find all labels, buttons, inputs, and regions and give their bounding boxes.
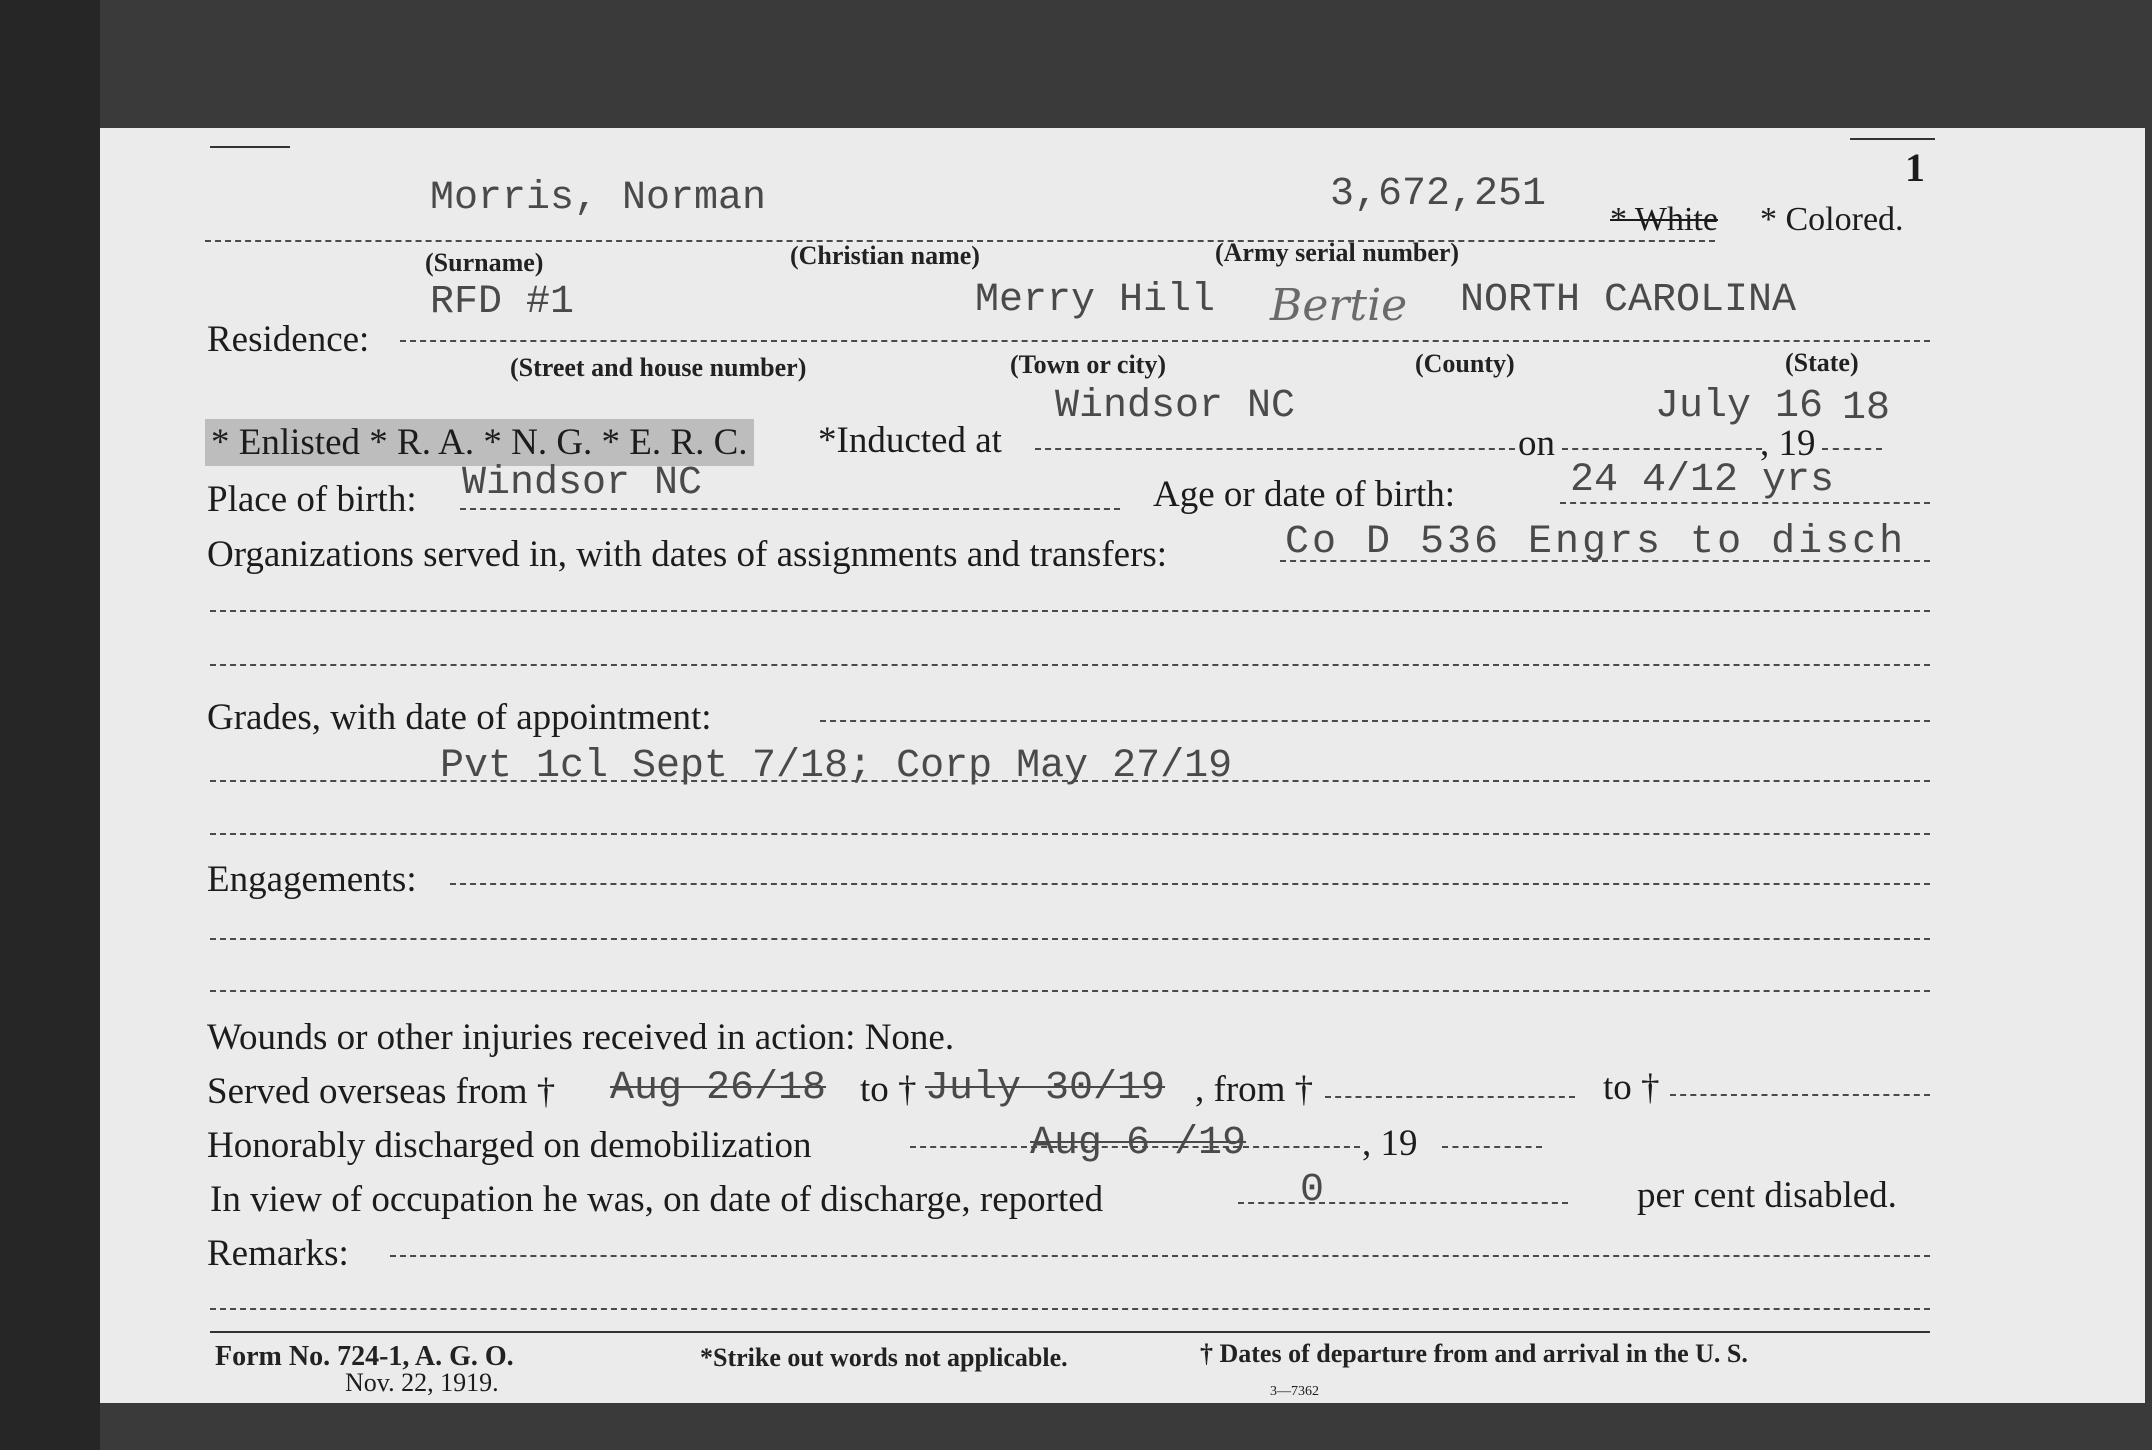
residence-town-value: Merry Hill — [975, 278, 1216, 323]
organizations-line-1 — [1280, 560, 1930, 562]
card-number: 1 — [1905, 145, 1925, 190]
form-date: Nov. 22, 1919. — [345, 1368, 499, 1397]
second-from-line — [1325, 1096, 1575, 1098]
strike-out-note: *Strike out words not applicable. — [700, 1343, 1068, 1372]
top-right-rule — [1850, 138, 1935, 140]
form-number: Form No. 724-1, A. G. O. — [215, 1341, 514, 1372]
remarks-line-1 — [390, 1255, 1930, 1257]
discharged-label: Honorably discharged on demobilization — [207, 1125, 812, 1166]
age-line — [1560, 502, 1930, 504]
wounds-label: Wounds or other injuries received in action: None. — [207, 1017, 955, 1058]
inducted-date-value: July 16 — [1655, 384, 1824, 429]
second-from-label: , from † — [1195, 1069, 1314, 1110]
name-value: Morris, Norman — [430, 176, 767, 221]
discharge-year-prefix: , 19 — [1362, 1123, 1418, 1164]
grades-line-1 — [820, 720, 1930, 722]
occupation-label: In view of occupation he was, on date of discharge, reported — [210, 1179, 1104, 1220]
remarks-line-2 — [210, 1308, 1930, 1310]
organizations-value: Co D 536 Engrs to disch — [1285, 520, 1907, 565]
footer-rule — [210, 1331, 1930, 1333]
grades-value: Pvt 1cl Sept 7/18; Corp May 27/19 — [440, 744, 1233, 789]
inducted-place-value: Windsor NC — [1055, 384, 1296, 429]
engagements-line-3 — [210, 990, 1930, 992]
overseas-from-value: Aug 26/18 — [610, 1066, 827, 1111]
place-of-birth-line — [460, 508, 1120, 510]
discharge-date-value: Aug 6 /19 — [1030, 1121, 1247, 1166]
served-overseas-label: Served overseas from † — [207, 1071, 556, 1112]
surname-caption: (Surname) — [425, 248, 544, 277]
top-left-rule — [210, 146, 290, 148]
organizations-line-2 — [210, 610, 1930, 612]
residence-state-value: NORTH CAROLINA — [1460, 278, 1797, 323]
place-of-birth-label: Place of birth: — [207, 479, 417, 520]
inducted-place-line — [1035, 448, 1515, 450]
christian-name-caption: (Christian name) — [790, 241, 980, 270]
service-record-card — [100, 128, 2145, 1403]
dates-note: † Dates of departure from and arrival in the U. S. — [1200, 1339, 1748, 1368]
disability-percent-value: 0 — [1300, 1168, 1325, 1213]
race-white-option: * White — [1610, 201, 1718, 238]
discharge-date-line — [910, 1146, 1360, 1148]
disability-line — [1238, 1202, 1568, 1204]
per-cent-label: per cent disabled. — [1637, 1175, 1897, 1216]
grades-line-3 — [210, 833, 1930, 835]
state-caption: (State) — [1785, 348, 1859, 377]
inducted-year-line — [1822, 448, 1882, 450]
army-serial-caption: (Army serial number) — [1215, 238, 1460, 267]
serial-number-value: 3,672,251 — [1330, 172, 1547, 217]
inducted-year-prefix: , 19 — [1760, 423, 1816, 464]
inducted-date-line — [1562, 448, 1762, 450]
residence-county-handwritten: Bertie — [1270, 280, 1408, 331]
inducted-year-value: 18 — [1842, 386, 1891, 431]
town-caption: (Town or city) — [1010, 350, 1166, 379]
residence-label: Residence: — [207, 319, 370, 360]
grades-line-2 — [210, 780, 1930, 782]
grades-label: Grades, with date of appointment: — [207, 697, 712, 738]
organizations-line-3 — [210, 664, 1930, 666]
place-of-birth-value: Windsor NC — [462, 461, 703, 506]
print-code: 3—7362 — [1270, 1384, 1319, 1399]
overseas-to-label: to † — [860, 1069, 917, 1110]
discharge-year-line — [1442, 1146, 1542, 1148]
remarks-label: Remarks: — [207, 1233, 349, 1274]
organizations-label: Organizations served in, with dates of assignments and transfers: — [207, 534, 1168, 575]
residence-street-value: RFD #1 — [430, 280, 575, 325]
engagements-line-1 — [450, 883, 1930, 885]
inducted-at-label: *Inducted at — [818, 420, 1002, 461]
age-label: Age or date of birth: — [1153, 474, 1456, 515]
second-to-label: to † — [1603, 1067, 1660, 1108]
on-label: on — [1518, 423, 1555, 464]
county-caption: (County) — [1415, 349, 1515, 378]
scanner-background — [0, 0, 100, 1450]
enlistment-type-options: * Enlisted * R. A. * N. G. * E. R. C. — [205, 419, 754, 466]
age-value: 24 4/12 yrs — [1570, 458, 1835, 503]
engagements-line-2 — [210, 938, 1930, 940]
race-colored-option: * Colored. — [1760, 201, 1904, 238]
street-caption: (Street and house number) — [510, 353, 807, 382]
overseas-to-value: July 30/19 — [925, 1066, 1166, 1111]
engagements-label: Engagements: — [207, 859, 417, 900]
residence-line — [400, 340, 1930, 342]
second-to-line — [1670, 1094, 1930, 1096]
